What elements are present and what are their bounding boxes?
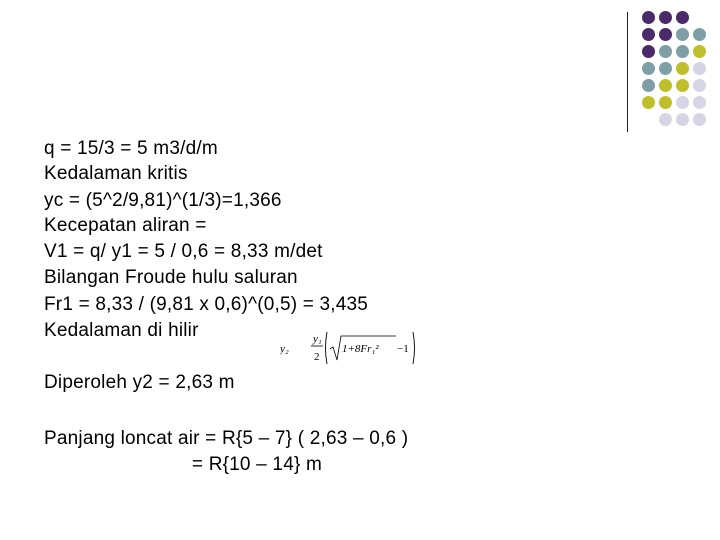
- decorative-dot: [642, 62, 655, 75]
- decorative-dot: [676, 62, 689, 75]
- decorative-dot: [676, 45, 689, 58]
- text-line-fr1: Fr1 = 8,33 / (9,81 x 0,6)^(0,5) = 3,435: [44, 294, 369, 315]
- decorative-dot: [676, 11, 689, 24]
- formula-minus-one: −1: [397, 343, 409, 355]
- decorative-dot: [693, 113, 706, 126]
- decorative-dot: [676, 96, 689, 109]
- decorative-dot: [642, 79, 655, 92]
- text-line-froude: Bilangan Froude hulu saluran: [44, 267, 298, 288]
- formula-right-paren: [413, 332, 415, 364]
- decorative-dot: [676, 113, 689, 126]
- decorative-dot: [642, 45, 655, 58]
- text-line-kedalaman-hilir: Kedalaman di hilir: [44, 320, 199, 341]
- text-line-yc: yc = (5^2/9,81)^(1/3)=1,366: [44, 190, 282, 211]
- decorative-dot: [659, 113, 672, 126]
- decorative-dot: [693, 96, 706, 109]
- hydraulic-jump-formula: [280, 328, 420, 368]
- decorative-dot: [659, 28, 672, 41]
- formula-lhs: y₂: [280, 343, 289, 355]
- decorative-dot: [642, 28, 655, 41]
- decorative-dot: [693, 79, 706, 92]
- decorative-dot: [659, 79, 672, 92]
- text-line-diperoleh: Diperoleh y2 = 2,63 m: [44, 372, 235, 393]
- divider-line: [627, 12, 628, 132]
- formula-left-paren: [326, 332, 328, 364]
- decorative-dot: [693, 45, 706, 58]
- decorative-dot: [693, 62, 706, 75]
- formula-numerator: y₁: [313, 333, 322, 345]
- text-line-panjang-loncat: Panjang loncat air = R{5 – 7} ( 2,63 – 0,6 ): [44, 428, 409, 449]
- formula-denominator: 2: [314, 351, 320, 363]
- decorative-dot: [642, 11, 655, 24]
- formula-radicand: 1+8Fr₁²: [342, 343, 379, 355]
- text-line-panjang-result: = R{10 – 14} m: [44, 454, 323, 475]
- text-line-kecepatan: Kecepatan aliran =: [44, 215, 207, 236]
- decorative-dot: [659, 45, 672, 58]
- decorative-dot: [693, 28, 706, 41]
- decorative-dot: [659, 96, 672, 109]
- decorative-dot: [659, 11, 672, 24]
- decorative-dot: [676, 79, 689, 92]
- decorative-dot: [642, 96, 655, 109]
- decorative-dot: [659, 62, 672, 75]
- decorative-dot: [676, 28, 689, 41]
- text-line-v1: V1 = q/ y1 = 5 / 0,6 = 8,33 m/det: [44, 241, 323, 262]
- text-line-kedalaman-kritis: Kedalaman kritis: [44, 163, 188, 184]
- text-line-q: q = 15/3 = 5 m3/d/m: [44, 138, 218, 159]
